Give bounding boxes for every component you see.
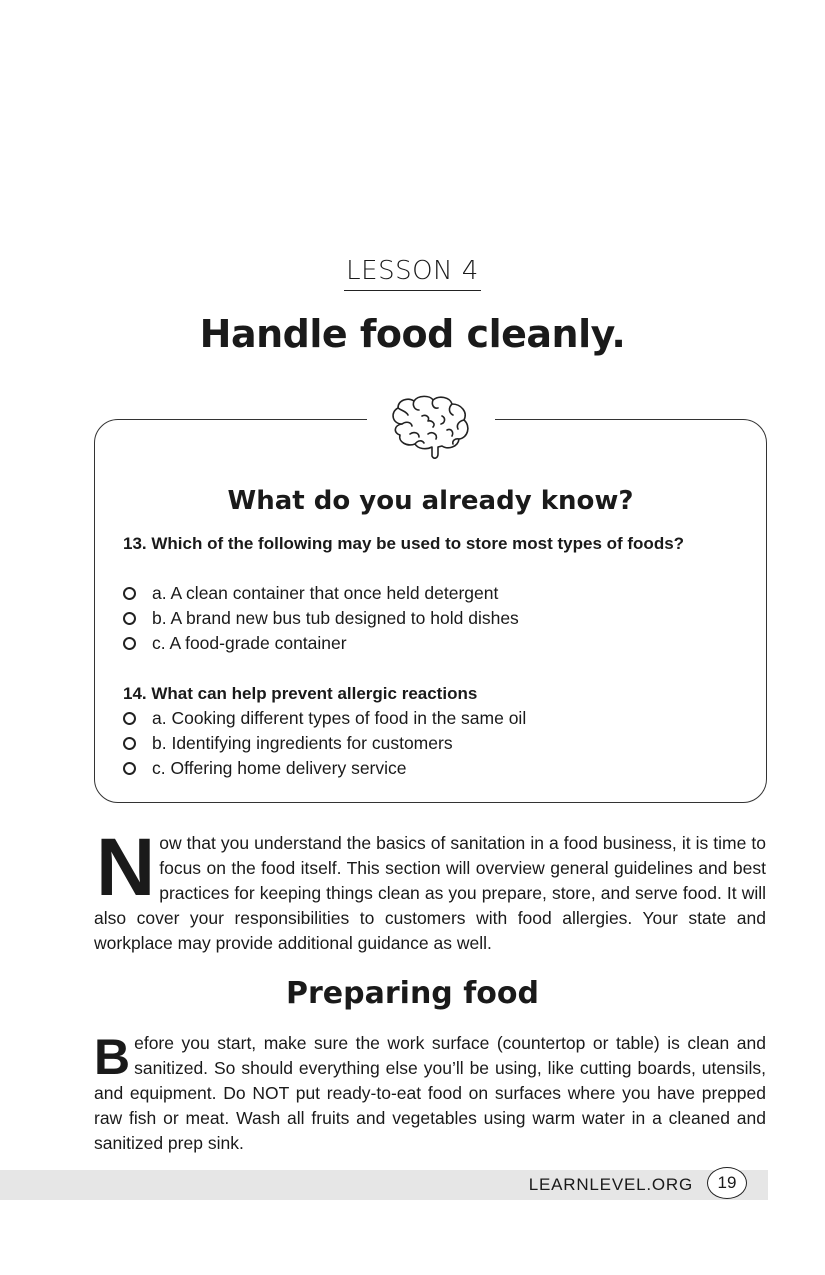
intro-paragraph [94,822,766,956]
question-13-option-b[interactable] [123,606,519,631]
question-13-option-c[interactable] [123,631,347,656]
option-label: a. A clean container that once held detergent [152,583,499,603]
drop-cap: B [94,1029,131,1085]
question-14-option-b[interactable] [123,731,453,756]
drop-cap: N [96,822,154,913]
option-label: b. Identifying ingredients for customers [152,733,453,753]
section-heading: Preparing food [286,976,539,1011]
radio-button[interactable] [123,612,136,625]
question-13: 13. Which of the following may be used to store most types of foods? [123,534,685,553]
question-14: 14. What can help prevent allergic reactions [123,684,478,703]
option-label: b. A brand new bus tub designed to hold dishes [152,608,519,628]
page-number: 19 [707,1167,747,1199]
preparing-food-paragraph [94,1031,766,1156]
radio-button[interactable] [123,712,136,725]
lesson-label [0,256,825,286]
quiz-title: What do you already know? [227,486,634,516]
radio-button[interactable] [123,737,136,750]
option-label: c. Offering home delivery service [152,758,407,778]
radio-button[interactable] [123,762,136,775]
footer-site: LEARNLEVEL.ORG [528,1175,693,1194]
option-label: a. Cooking different types of food in the same oil [152,708,527,728]
question-14-option-c[interactable] [123,756,407,781]
option-label: c. A food-grade container [152,633,347,653]
lesson-label-text: LESSON 4 [344,256,481,291]
intro-text: ow that you understand the basics of sanitation in a food business, it is time to focus on the food itself. This section will overview general guidelines and best practices for keeping things clean as you prepare, store, and serve food. It will also cover your responsibilities to customers with food allergies. Your state and workplace may provide additional guidance as well. [94,833,766,953]
radio-button[interactable] [123,637,136,650]
preparing-food-text: efore you start, make sure the work surface (countertop or table) is clean and sanitized. So should everything else you’ll be using, like cutting boards, utensils, and equipment. Do NOT put ready-to-eat food on surfaces where you have prepped raw fish or meat. Wash all fruits and vegetables using warm water in a cleaned and sanitized prep sink. [94,1033,766,1153]
question-14-option-a[interactable] [123,706,526,731]
question-13-option-a[interactable] [123,581,498,606]
lesson-title: Handle food cleanly. [199,312,626,356]
radio-button[interactable] [123,587,136,600]
brain-icon [388,394,472,464]
